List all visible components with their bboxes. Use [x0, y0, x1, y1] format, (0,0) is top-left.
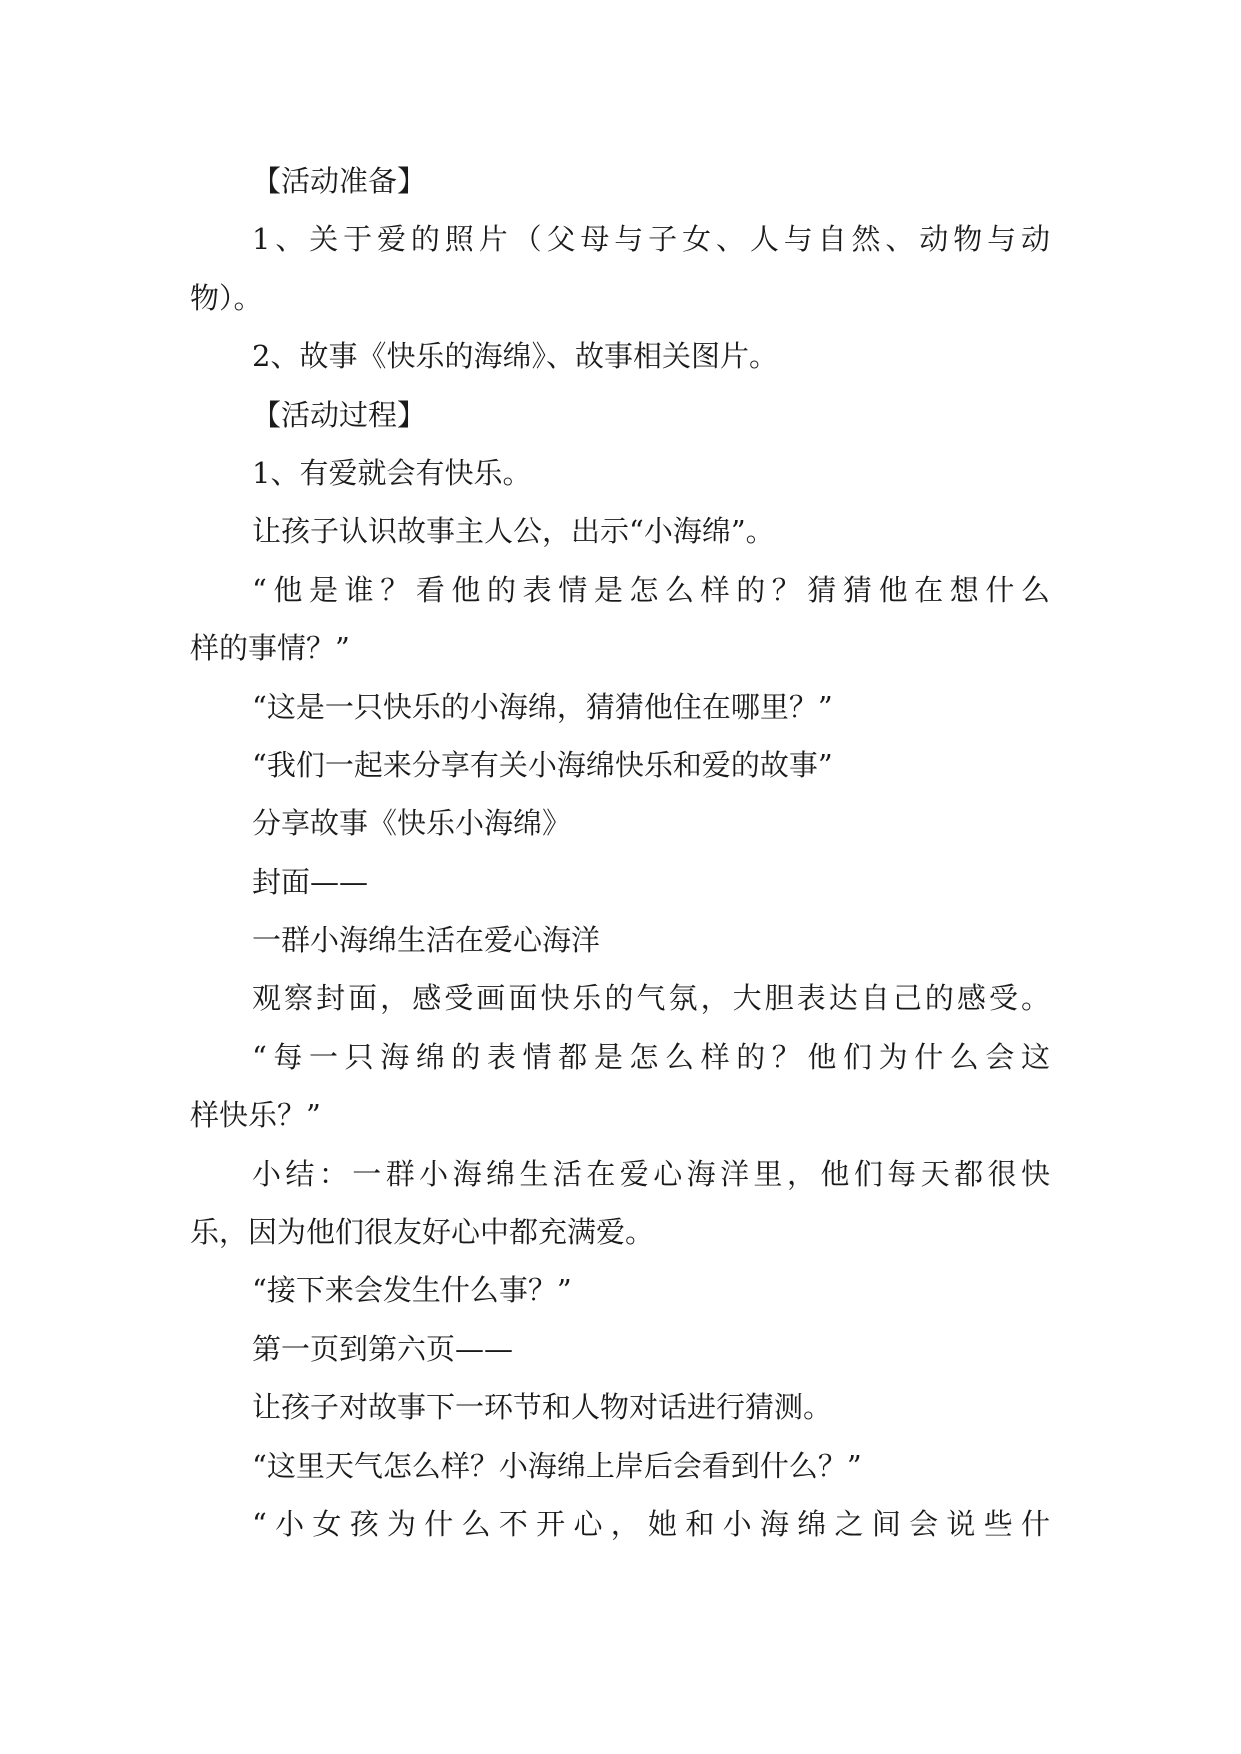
- document-body: [190, 152, 1050, 1553]
- text-line: 一群小海绵生活在爱心海洋: [252, 923, 601, 958]
- text-line: 乐，因为他们很友好心中都充满爱。: [190, 1215, 655, 1250]
- text-line: 封面——: [252, 864, 369, 899]
- text-line: 让孩子认识故事主人公，出示“小海绵”。: [252, 514, 775, 549]
- text-line: 【活动准备】: [252, 164, 427, 198]
- text-line: “他是谁？看他的表情是怎么样的？猜猜他在想什么: [252, 572, 1050, 607]
- text-line: 【活动过程】: [252, 397, 427, 432]
- text-line: 让孩子对故事下一环节和人物对话进行猜测。: [252, 1390, 833, 1425]
- text-line: 2、故事《快乐的海绵》、故事相关图片。: [252, 339, 778, 374]
- text-line: “这里天气怎么样？小海绵上岸后会看到什么？”: [252, 1448, 862, 1483]
- text-line: 观察封面，感受画面快乐的气氛，大胆表达自己的感受。: [252, 981, 1050, 1016]
- text-line: “这是一只快乐的小海绵，猜猜他住在哪里？”: [252, 689, 833, 724]
- text-line: “接下来会发生什么事？”: [252, 1273, 572, 1308]
- text-line: 样的事情？”: [190, 631, 350, 666]
- text-line: 第一页到第六页——: [252, 1331, 514, 1366]
- text-line: 小结：一群小海绵生活在爱心海洋里，他们每天都很快: [252, 1156, 1050, 1191]
- text-line: “小女孩为什么不开心，她和小海绵之间会说些什: [252, 1506, 1050, 1541]
- text-line: “每一只海绵的表情都是怎么样的？他们为什么会这: [252, 1039, 1050, 1074]
- text-line: 分享故事《快乐小海绵》: [252, 806, 572, 841]
- text-line: 1、有爱就会有快乐。: [252, 455, 532, 490]
- text-line: 物）。: [190, 280, 263, 315]
- text-line: 1、关于爱的照片（父母与子女、人与自然、动物与动: [252, 222, 1050, 257]
- text-line: 样快乐？”: [190, 1098, 321, 1133]
- text-line: “我们一起来分享有关小海绵快乐和爱的故事”: [252, 747, 833, 782]
